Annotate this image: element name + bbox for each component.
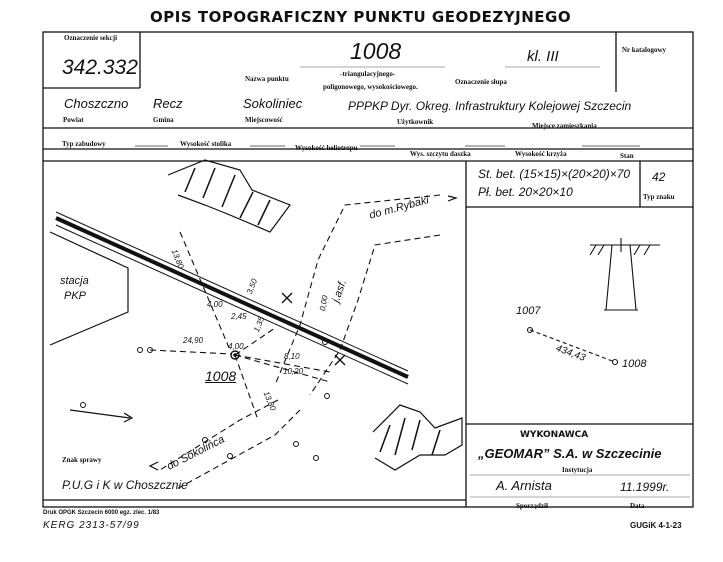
dist-1-35: 1,35 bbox=[252, 315, 267, 334]
map-point-label: 1008 bbox=[205, 368, 237, 384]
dist-3-50: 3,50 bbox=[245, 277, 260, 296]
date-label: Data bbox=[630, 502, 645, 510]
case-value: P.U.G i K w Choszcznie bbox=[62, 478, 188, 492]
section-value: 342.332 bbox=[62, 56, 138, 79]
locality-label: Miejscowość bbox=[245, 116, 283, 124]
dist-2-45: 2,45 bbox=[231, 312, 247, 321]
prepared-by-label: Sporządził bbox=[516, 502, 548, 510]
point-class: kl. III bbox=[527, 48, 559, 65]
cross-height-label: Wysokość krzyża bbox=[515, 150, 567, 158]
district-label: Powiat bbox=[63, 116, 84, 124]
dist-0-00: 0,00 bbox=[318, 294, 330, 312]
mark-type-value: 42 bbox=[652, 170, 666, 184]
print-info: Druk OPGK Szczecin 6000 egz. zlec. 1/83 bbox=[43, 510, 160, 516]
panel-point-1008: 1008 bbox=[622, 358, 647, 370]
institution-label: Instytucja bbox=[562, 466, 593, 474]
district-value: Choszczno bbox=[64, 96, 129, 111]
station-label: stacja bbox=[60, 275, 89, 287]
mark-type-label: Typ znaku bbox=[643, 193, 675, 201]
dist-4-00-b: 4,00 bbox=[228, 342, 244, 351]
building-type-label: Typ zabudowy bbox=[62, 140, 106, 148]
form-code: GUGiK 4-1-23 bbox=[630, 521, 682, 530]
dist-4-00-a: 4,00 bbox=[207, 300, 223, 309]
pillar-spec: St. bet. (15×15)×(20×20)×70 bbox=[478, 167, 631, 181]
dist-13-80-b: 13,80 bbox=[261, 390, 278, 412]
status-label: Stan bbox=[620, 152, 634, 160]
point-number: 1008 bbox=[350, 38, 402, 64]
panel-point-1007: 1007 bbox=[516, 305, 541, 317]
contractor-value: „GEOMAR” S.A. w Szczecinie bbox=[478, 446, 662, 461]
residence-label: Miejsce zamieszkania bbox=[532, 122, 597, 130]
contractor-label: WYKONAWCA bbox=[520, 430, 589, 440]
dist-13-80-a: 13,80 bbox=[169, 248, 186, 270]
user-value: PPPKP Dyr. Okreg. Infrastruktury Kolejowej Szczecin bbox=[348, 99, 632, 113]
asphalt-road-label: j.asf. bbox=[330, 278, 350, 305]
panel-distance: 434,43 bbox=[554, 343, 587, 364]
pkp-label: PKP bbox=[64, 290, 87, 302]
dist-10-20: 10,20 bbox=[283, 367, 304, 376]
plate-spec: Pł. bet. 20×20×10 bbox=[478, 185, 573, 199]
road-to-rybaki: do m.Rybaki bbox=[368, 194, 431, 222]
commune-value: Recz bbox=[153, 96, 183, 111]
kerg-number: KERG 2313-57/99 bbox=[43, 520, 140, 531]
heliotrope-height-label: Wysokość heliotropu bbox=[295, 144, 358, 152]
page-title: OPIS TOPOGRAFICZNY PUNKTU GEODEZYJNEGO bbox=[150, 8, 572, 26]
date-value: 11.1999r. bbox=[620, 480, 670, 494]
section-label: Oznaczenie sekcji bbox=[64, 34, 118, 42]
point-name-label: Nazwa punktu bbox=[245, 75, 289, 83]
dist-24-90: 24,90 bbox=[183, 336, 204, 345]
roof-height-label: Wys. szczytu daszka bbox=[410, 150, 471, 158]
case-label: Znak sprawy bbox=[62, 456, 102, 464]
triangulation-label: -triangulacyjnego- bbox=[340, 70, 396, 78]
pillar-label: Oznaczenie słupa bbox=[455, 78, 507, 86]
commune-label: Gmina bbox=[153, 116, 174, 124]
road-to-sokoliniec: do Sokolińca bbox=[165, 433, 227, 473]
locality-value: Sokoliniec bbox=[243, 96, 303, 111]
prepared-by-value: A. Arnista bbox=[496, 478, 552, 493]
catalog-label: Nr katalogowy bbox=[622, 46, 667, 54]
table-height-label: Wysokość stolika bbox=[180, 140, 232, 148]
user-label: Użytkownik bbox=[397, 118, 434, 126]
polygon-label: poligonowego, wysokościowego. bbox=[323, 83, 418, 91]
dist-8-10: 8,10 bbox=[284, 352, 300, 361]
